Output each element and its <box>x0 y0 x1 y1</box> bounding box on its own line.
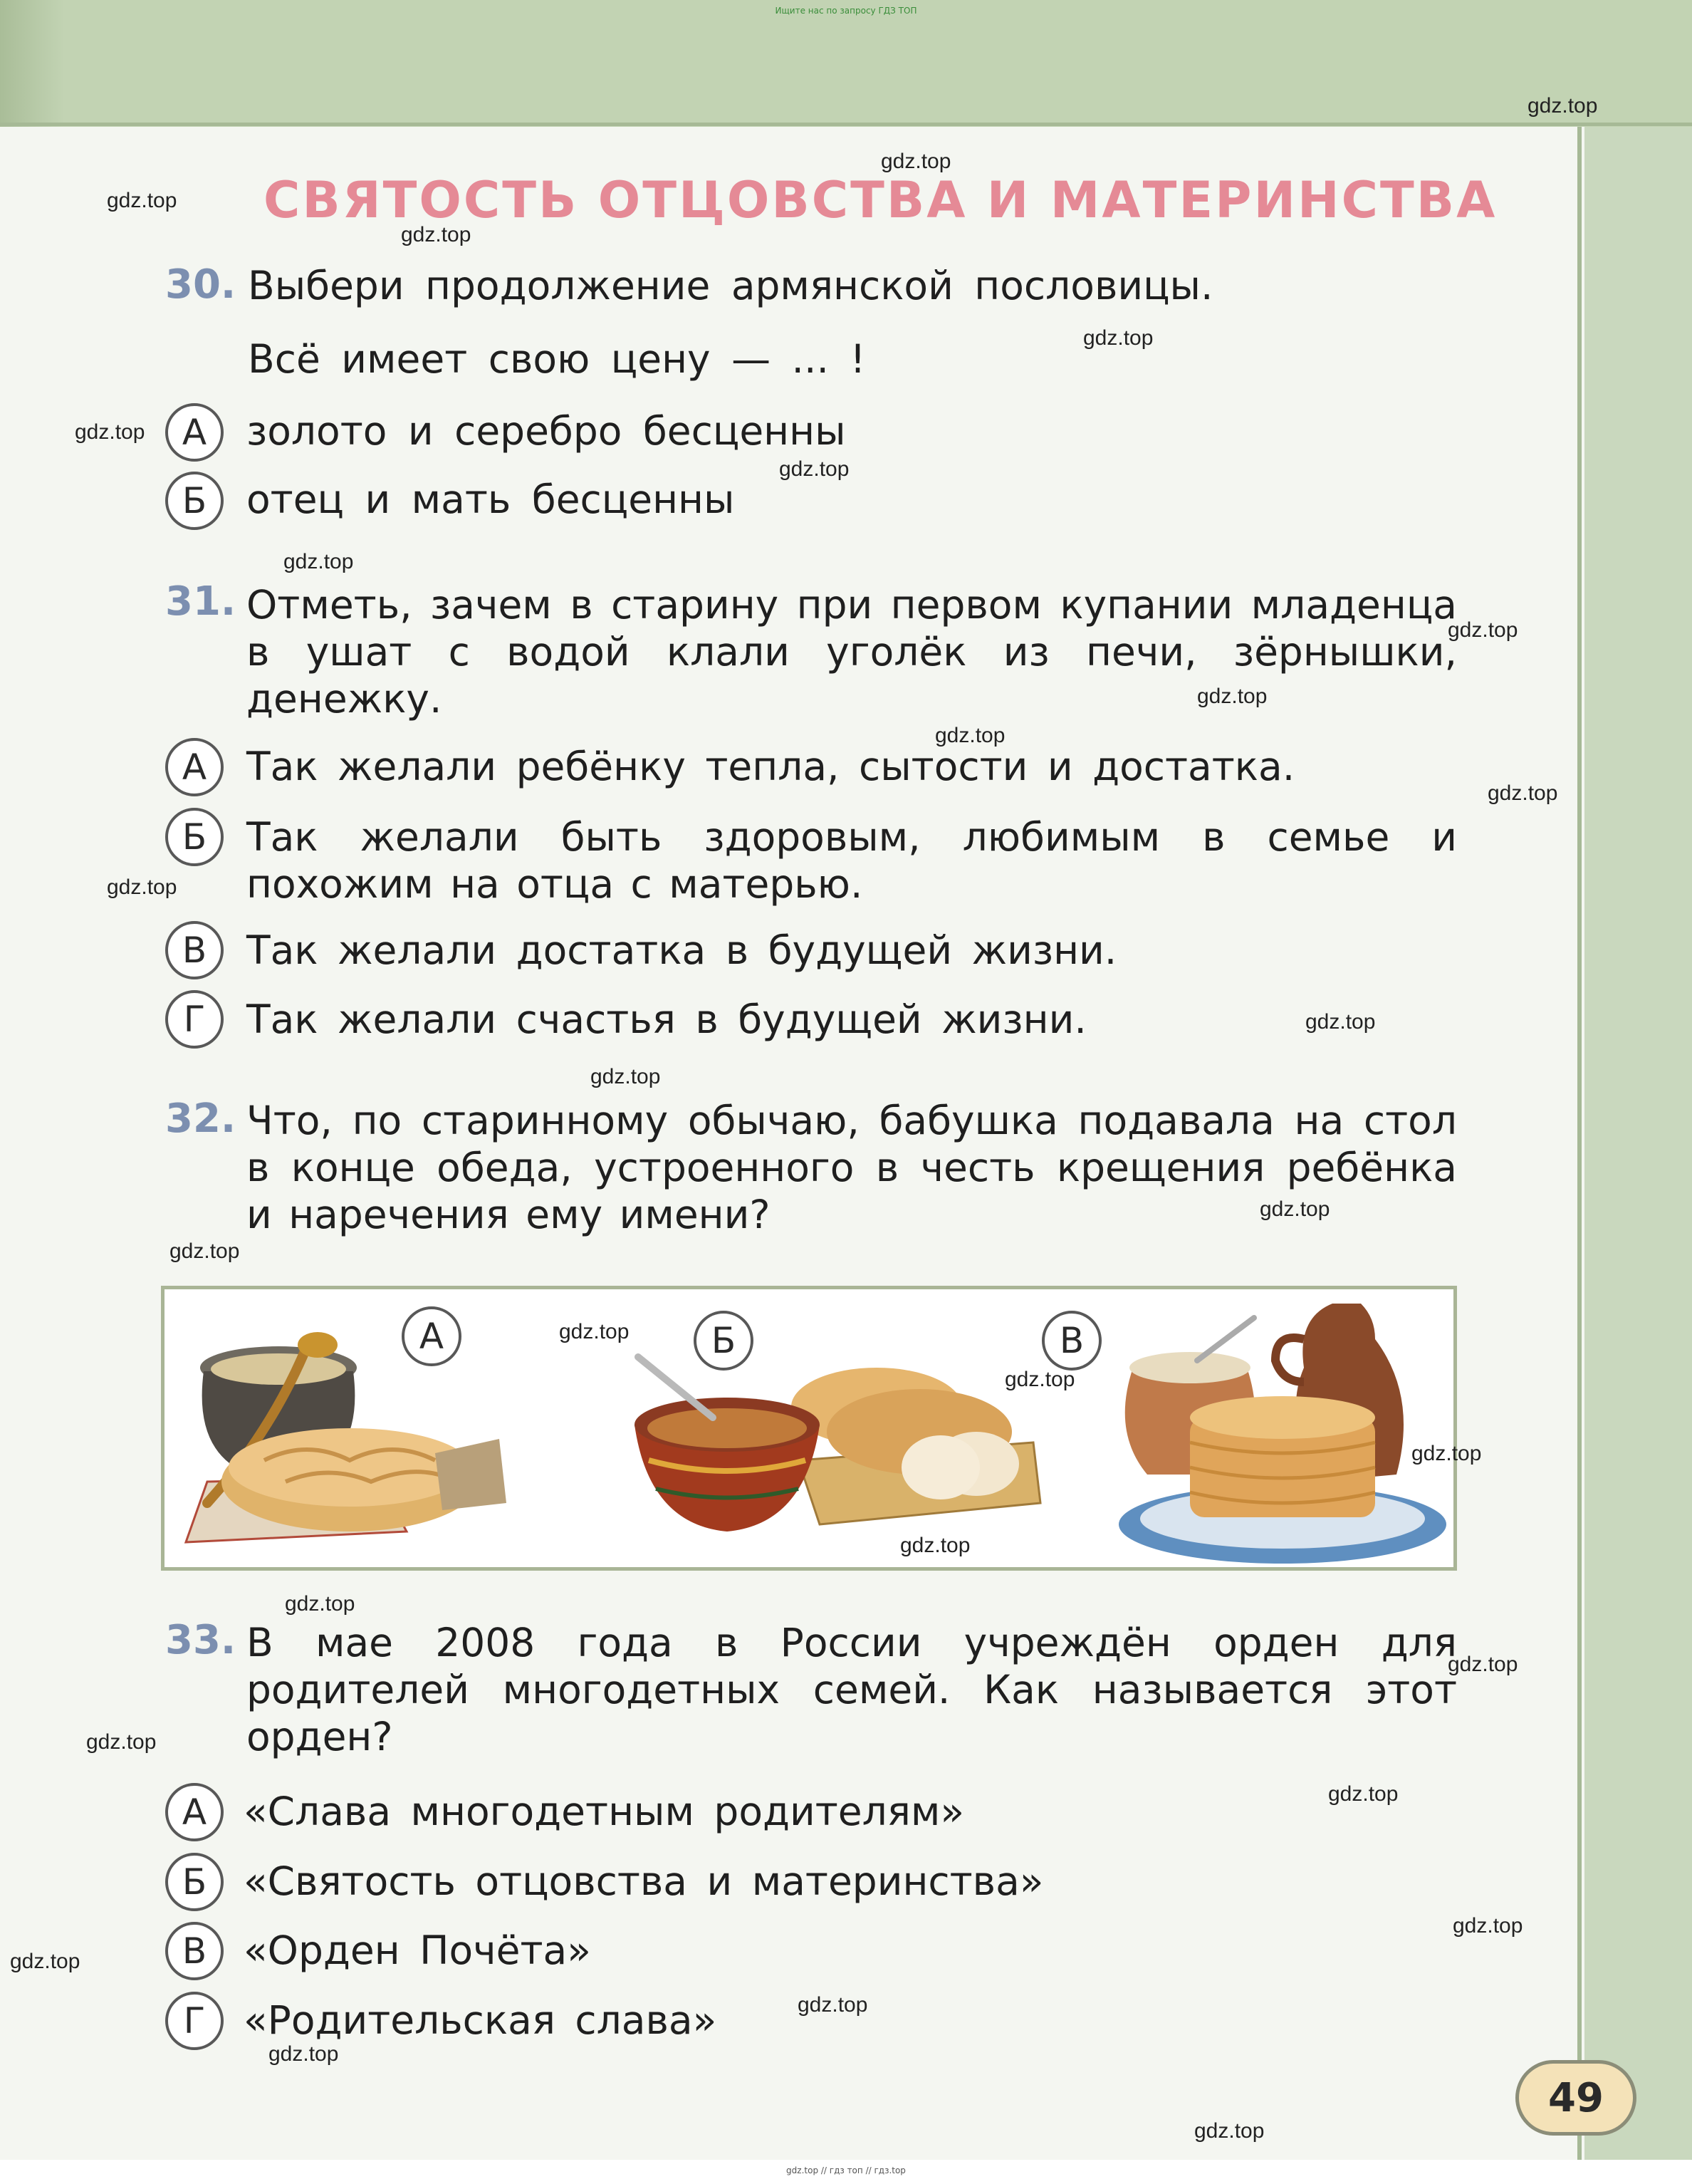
q30-option-b-text[interactable]: отец и мать бесценны <box>246 477 735 522</box>
question-31-text: Отметь, зачем в старину при первом купании младенца в ушат с водой клали уголёк из печи, зёрнышки, денежку. <box>246 582 1457 722</box>
q33-option-a-text[interactable]: «Слава многодетным родителям» <box>244 1789 965 1834</box>
q33-option-b-badge[interactable]: Б <box>165 1853 224 1911</box>
q31-option-b-text[interactable]: Так желали быть здоровым, любимым в семье и похожим на отца с матерью. <box>246 814 1457 907</box>
question-30-proverb: Всё имеет свою цену — ... ! <box>248 336 866 382</box>
watermark: gdz.top <box>107 875 177 899</box>
watermark: gdz.top <box>1197 685 1268 708</box>
question-30-text: Выбери продолжение армянской пословицы. <box>248 263 1213 308</box>
watermark: gdz.top <box>559 1320 630 1343</box>
q30-option-a-text[interactable]: золото и серебро бесценны <box>246 408 846 454</box>
watermark: gdz.top <box>798 1993 868 2017</box>
watermark: gdz.top <box>1328 1782 1399 1806</box>
watermark: gdz.top <box>1411 1442 1482 1465</box>
q31-option-a-text[interactable]: Так желали ребёнку тепла, сытости и достатка. <box>246 744 1295 789</box>
watermark: gdz.top <box>75 420 145 444</box>
watermark: gdz.top <box>268 2042 339 2066</box>
watermark: gdz.top <box>1528 94 1598 118</box>
q31-option-c-badge[interactable]: В <box>165 921 224 979</box>
question-33-text: В мае 2008 года в России учреждён орден для родителей многодетных семей. Как называется этот орден? <box>246 1620 1457 1759</box>
watermark: gdz.top <box>881 150 951 173</box>
food-illustrations <box>164 1289 1453 1567</box>
watermark: gdz.top <box>169 1239 240 1263</box>
question-32-number: 32. <box>165 1096 236 1142</box>
watermark: gdz.top <box>107 189 177 212</box>
watermark: gdz.top <box>86 1730 157 1754</box>
q33-option-c-text[interactable]: «Орден Почёта» <box>244 1928 591 1973</box>
watermark: gdz.top <box>1453 1914 1523 1938</box>
watermark: gdz.top <box>1488 781 1558 805</box>
q33-option-a-badge[interactable]: А <box>165 1783 224 1841</box>
top-rule <box>0 123 1692 126</box>
page-title: СВЯТОСТЬ ОТЦОВСТВА И МАТЕРИНСТВА <box>263 171 1498 229</box>
watermark: gdz.top <box>1083 326 1154 350</box>
q31-option-c-text[interactable]: Так желали достатка в будущей жизни. <box>246 927 1117 973</box>
q30-option-a-badge[interactable]: А <box>165 403 224 462</box>
question-32-text: Что, по старинному обычаю, бабушка подавала на стол в конце обеда, устроенного в честь крещения ребёнка и наречения ему имени? <box>246 1098 1457 1237</box>
q33-option-b-text[interactable]: «Святость отцовства и материнства» <box>244 1858 1044 1904</box>
page-number: 49 <box>1515 2060 1636 2136</box>
picture-option-a-badge[interactable]: А <box>402 1306 461 1366</box>
watermark: gdz.top <box>401 223 471 246</box>
q31-option-d-text[interactable]: Так желали счастья в будущей жизни. <box>246 997 1087 1042</box>
question-31-number: 31. <box>165 578 236 625</box>
pancakes-illustration[interactable] <box>1119 1304 1446 1564</box>
top-band <box>0 0 1692 127</box>
watermark: gdz.top <box>283 550 354 573</box>
q33-option-d-badge[interactable]: Г <box>165 1992 224 2050</box>
watermark: gdz.top <box>1448 1653 1518 1676</box>
watermark: gdz.top <box>1448 618 1518 642</box>
picture-option-c-badge[interactable]: В <box>1042 1311 1102 1371</box>
watermark: gdz.top <box>779 457 850 481</box>
q33-option-c-badge[interactable]: В <box>165 1922 224 1980</box>
q31-option-a-badge[interactable]: А <box>165 738 224 796</box>
page-fold-shadow <box>0 0 64 127</box>
q30-option-b-badge[interactable]: Б <box>165 472 224 530</box>
pot-and-pie-illustration[interactable] <box>186 1332 506 1542</box>
header-note: Ищите нас по запросу ГДЗ ТОП <box>775 6 917 16</box>
q31-option-d-badge[interactable]: Г <box>165 990 224 1049</box>
watermark: gdz.top <box>1260 1197 1330 1221</box>
q31-option-b-badge[interactable]: Б <box>165 808 224 866</box>
question-33-number: 33. <box>165 1617 236 1663</box>
watermark: gdz.top <box>1005 1368 1075 1391</box>
watermark: gdz.top <box>285 1592 355 1616</box>
watermark: gdz.top <box>590 1065 661 1088</box>
picture-option-b-badge[interactable]: Б <box>694 1311 753 1371</box>
footer-note: gdz.top // гдз топ // гдз.top <box>786 2165 906 2175</box>
right-margin-band <box>1584 127 1692 2164</box>
right-rule <box>1577 127 1582 2164</box>
watermark: gdz.top <box>1305 1010 1376 1034</box>
soup-and-bread-illustration[interactable] <box>634 1357 1040 1532</box>
food-picture-frame <box>161 1286 1457 1571</box>
q33-option-d-text[interactable]: «Родительская слава» <box>244 1997 717 2043</box>
question-30-number: 30. <box>165 261 236 308</box>
watermark: gdz.top <box>935 724 1006 747</box>
watermark: gdz.top <box>1194 2119 1265 2143</box>
watermark: gdz.top <box>10 1950 80 1973</box>
watermark: gdz.top <box>900 1534 971 1557</box>
